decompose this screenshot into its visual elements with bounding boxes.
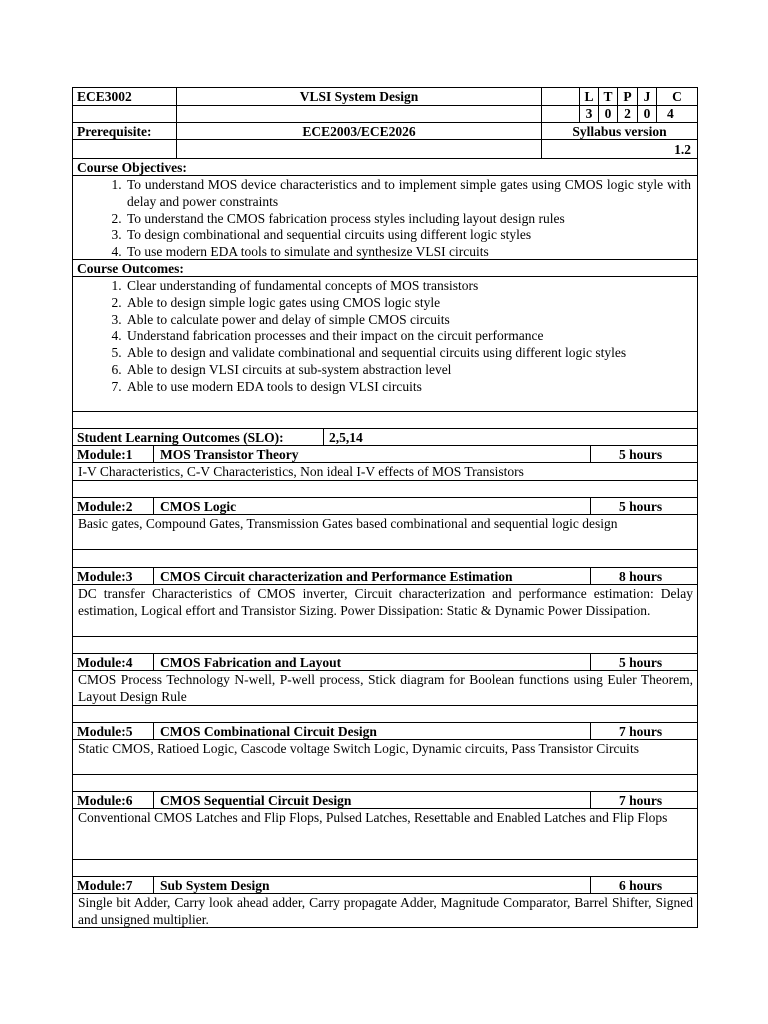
- slo-value: 2,5,14: [323, 429, 697, 445]
- spacer-row: [72, 549, 698, 567]
- prerequisite-row: [72, 122, 698, 139]
- module-label: Module:1: [77, 447, 133, 462]
- spacer-row: [72, 636, 698, 653]
- objectives-heading: Course Objectives:: [72, 158, 698, 175]
- list-item: 1. To understand MOS device characteristics and to implement simple gates using CMOS logic style with delay and power constraints: [125, 177, 691, 211]
- blank-cell: [541, 88, 579, 105]
- module-hours: 7 hours: [590, 723, 697, 739]
- module-hours: 5 hours: [590, 446, 697, 462]
- list-item: 4. Understand fabrication processes and their impact on the circuit performance: [125, 328, 691, 345]
- ltpjc-value-t: 0: [598, 106, 617, 122]
- module-content: DC transfer Characteristics of CMOS inverter, Circuit characterization and performance estimation: Delay estimation, Logical effort and Transistor Sizing. Power Dissipation: Static & Dynamic Power Dissipation.: [72, 584, 698, 636]
- module-header-row: [72, 653, 698, 670]
- syllabus-version-label: Syllabus version: [541, 123, 697, 139]
- list-item: 7. Able to use modern EDA tools to design VLSI circuits: [125, 379, 691, 396]
- module-title: CMOS Logic: [153, 498, 590, 514]
- list-item: 1. Clear understanding of fundamental concepts of MOS transistors: [125, 278, 691, 295]
- module-hours: 5 hours: [590, 498, 697, 514]
- module-title: CMOS Combinational Circuit Design: [153, 723, 590, 739]
- list-item: 5. Able to design and validate combinational and sequential circuits using different logic styles: [125, 345, 691, 362]
- list-item: 4. To use modern EDA tools to simulate and synthesize VLSI circuits: [125, 244, 691, 261]
- module-header-row: [72, 567, 698, 584]
- spacer-row: [72, 705, 698, 722]
- ltpjc-header-c: C: [656, 88, 697, 105]
- prerequisite-label: Prerequisite:: [77, 124, 152, 139]
- module-title: MOS Transistor Theory: [153, 446, 590, 462]
- module-title: CMOS Circuit characterization and Performance Estimation: [153, 568, 590, 584]
- module-label: Module:2: [77, 499, 133, 514]
- module-hours: 8 hours: [590, 568, 697, 584]
- module-header-row: [72, 497, 698, 514]
- ltpjc-header-t: T: [598, 88, 617, 105]
- module-label: Module:5: [77, 724, 133, 739]
- module-header-row: [72, 722, 698, 739]
- slo-label: Student Learning Outcomes (SLO):: [77, 430, 284, 445]
- module-title: CMOS Sequential Circuit Design: [153, 792, 590, 808]
- spacer-row: [72, 774, 698, 791]
- ltpjc-value-l: 3: [579, 106, 598, 122]
- list-item: 6. Able to design VLSI circuits at sub-system abstraction level: [125, 362, 691, 379]
- module-title: Sub System Design: [153, 877, 590, 893]
- ltpjc-value-p: 2: [617, 106, 637, 122]
- module-hours: 6 hours: [590, 877, 697, 893]
- ltpjc-header-p: P: [617, 88, 637, 105]
- blank-cell: [176, 106, 541, 122]
- ltpjc-values-row: [72, 105, 698, 122]
- syllabus-version-value: 1.2: [541, 140, 697, 158]
- objectives-list: [73, 177, 697, 261]
- module-content: CMOS Process Technology N-well, P-well process, Stick diagram for Boolean functions using Euler Theorem, Layout Design Rule: [72, 670, 698, 705]
- module-hours: 7 hours: [590, 792, 697, 808]
- module-header-row: [72, 876, 698, 893]
- module-content: Conventional CMOS Latches and Flip Flops, Pulsed Latches, Resettable and Enabled Latches and Flip Flops: [72, 808, 698, 859]
- module-header-row: [72, 791, 698, 808]
- outcomes-heading: Course Outcomes:: [72, 259, 698, 276]
- blank-cell: [73, 106, 176, 122]
- objectives-list-cell: [72, 175, 698, 259]
- spacer-row: [72, 480, 698, 497]
- prerequisite-value: ECE2003/ECE2026: [176, 123, 541, 139]
- spacer-row: [72, 411, 698, 428]
- module-content: Static CMOS, Ratioed Logic, Cascode voltage Switch Logic, Dynamic circuits, Pass Transistor Circuits: [72, 739, 698, 774]
- module-label: Module:4: [77, 655, 133, 670]
- list-item: 3. Able to calculate power and delay of simple CMOS circuits: [125, 312, 691, 329]
- module-label: Module:3: [77, 569, 133, 584]
- ltpjc-header-l: L: [579, 88, 598, 105]
- ltpjc-value-j: 0: [637, 106, 656, 122]
- slo-row: [72, 428, 698, 445]
- blank-cell: [541, 106, 579, 122]
- course-title: VLSI System Design: [176, 88, 541, 105]
- list-item: 2. To understand the CMOS fabrication process styles including layout design rules: [125, 211, 691, 228]
- module-content: Basic gates, Compound Gates, Transmission Gates based combinational and sequential logic design: [72, 514, 698, 549]
- outcomes-list-cell: [72, 276, 698, 411]
- module-header-row: [72, 445, 698, 462]
- module-title: CMOS Fabrication and Layout: [153, 654, 590, 670]
- module-label: Module:6: [77, 793, 133, 808]
- module-content: I-V Characteristics, C-V Characteristics, Non ideal I-V effects of MOS Transistors: [72, 462, 698, 480]
- blank-cell: [176, 140, 541, 158]
- ltpjc-header-j: J: [637, 88, 656, 105]
- module-label: Module:7: [77, 878, 133, 893]
- course-header-row: [72, 87, 698, 105]
- spacer-row: [72, 859, 698, 876]
- ltpjc-value-c: 4: [656, 106, 697, 122]
- course-code: ECE3002: [77, 89, 132, 104]
- outcomes-list: [73, 278, 697, 396]
- syllabus-version-row: [72, 139, 698, 158]
- list-item: 2. Able to design simple logic gates using CMOS logic style: [125, 295, 691, 312]
- module-hours: 5 hours: [590, 654, 697, 670]
- syllabus-table: [72, 87, 698, 928]
- list-item: 3. To design combinational and sequential circuits using different logic styles: [125, 227, 691, 244]
- module-content: Single bit Adder, Carry look ahead adder, Carry propagate Adder, Magnitude Comparator, Barrel Shifter, Signed and unsigned multiplier.: [72, 893, 698, 928]
- blank-cell: [73, 140, 176, 158]
